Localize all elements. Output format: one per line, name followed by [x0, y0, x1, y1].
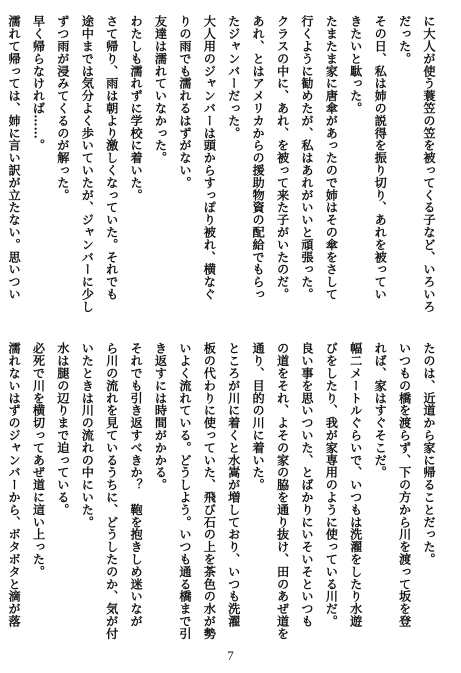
- text-line: それでも引き返すべきか？ 鞄を抱きしめ迷いなが: [129, 342, 144, 628]
- text-line: れば、家はすぐそこだ。: [373, 342, 388, 479]
- bottom-text-block: [7, 342, 441, 647]
- text-line: 濡れないはずのジャンバーから、ボタボタと滴が落: [7, 342, 22, 628]
- text-line: 良い事を思いついた、とばかりにいそいそといつも: [299, 342, 314, 628]
- text-line: ら川の流れを見ているうちに、どうしたのか、気が付: [104, 342, 119, 640]
- text-line: だった。: [397, 15, 412, 65]
- text-line: さて帰り、雨は朝より激しくなっていた。それでも: [104, 15, 119, 301]
- text-line: たジャンバーだった。: [226, 15, 241, 139]
- text-line: き返すには時間がかかる。: [153, 342, 168, 491]
- text-line: 濡れて帰っては、姉に言い訳が立たない。思いつい: [7, 15, 22, 301]
- text-line: たのは、近道から家に帰ることだった。: [422, 342, 436, 566]
- text-line: あれ、とはアメリカからの援助物資の配給でもらっ: [251, 15, 266, 301]
- text-line: いつもの橋を渡らず、下の方から川を渡って坂を登: [397, 342, 412, 628]
- text-line: 板の代わりに使っていた、飛び石の上を茶色の水が勢: [202, 342, 217, 640]
- text-line: 必死で川を横切ってあぜ道に這い上った。: [31, 342, 46, 578]
- text-line: いたときは川の流れの中にいた。: [80, 342, 95, 528]
- text-line: 大人用のジャンバーは頭からすっぽり被れ、横なぐ: [202, 15, 217, 301]
- text-line: クラスの中に、あれ、を被って来た子がいたのだ。: [275, 15, 290, 301]
- text-line: わたしも濡れずに学校に着いた。: [129, 15, 144, 201]
- text-line: きたいと駄った。: [348, 15, 363, 115]
- text-line: の道をそれ、よその家の脇を通り抜け、田のあぜ道を: [275, 342, 290, 640]
- text-line: 早く帰らなければ……。: [31, 15, 46, 152]
- top-text-block: [7, 15, 441, 320]
- text-line: 通り、目的の川に着いた。: [251, 342, 266, 491]
- text-line: 水は腿の辺りまで迫っている。: [55, 342, 70, 516]
- text-line: りの雨でも濡れるはずがない。: [177, 15, 192, 189]
- text-line: 途中までは気分よく歩いていたが、ジャンバーに少し: [80, 15, 95, 313]
- text-line: 行くように勧めたが、私はあれがいいと頑張った。: [299, 15, 314, 301]
- text-line: いよく流れている。どうしよう。いつも通る橋まで引: [177, 342, 192, 640]
- text-line: たまたま家に唐傘があったので姉はその傘をさして: [324, 15, 339, 301]
- text-line: に大人が使う蓑笠の笠を被ってくる子など、いろいろ: [422, 15, 436, 313]
- text-line: ずつ雨が浸みてくるのが解った。: [55, 15, 70, 201]
- text-line: 幅二メートルぐらいで、いつもは洗濯をしたり水遊: [348, 342, 363, 628]
- text-line: その日、私は姉の説得を振り切り、あれを被ってい: [373, 15, 388, 301]
- page-number: 7: [227, 648, 234, 663]
- text-line: 友達は濡れていなかった。: [153, 15, 168, 164]
- text-line: ところが川に着くと水嵩が増しており、いつも洗濯: [226, 342, 241, 628]
- text-line: びをしたり、我が家専用のように使っている川だ。: [324, 342, 339, 628]
